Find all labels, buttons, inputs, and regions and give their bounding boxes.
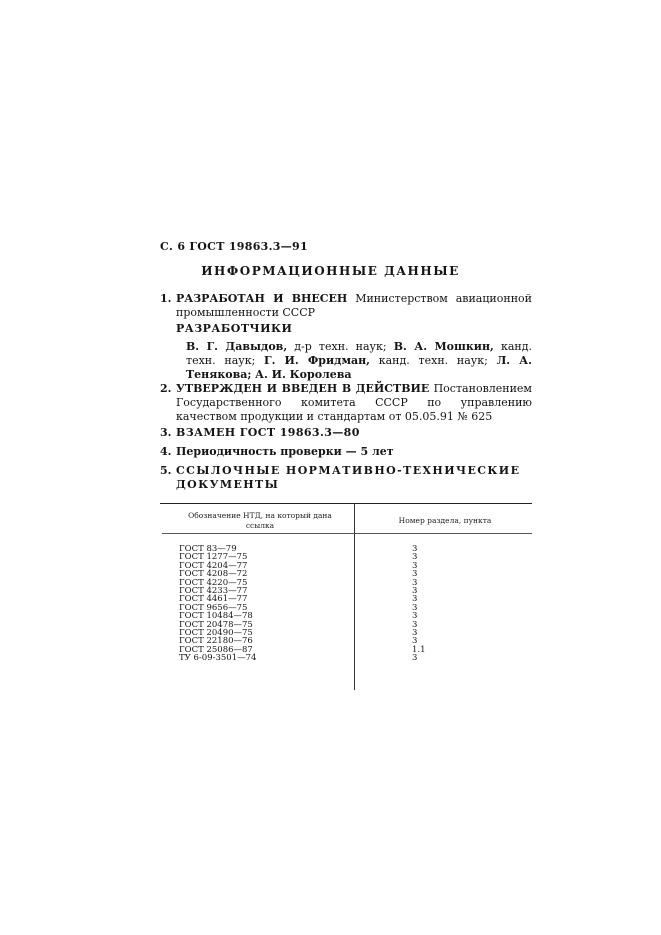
section-1-text: Министерством авиационной промышленности СССР — [176, 292, 533, 319]
section-2-number: 2. — [160, 382, 172, 395]
section-2-lead: УТВЕРЖДЕН И ВВЕДЕН В ДЕЙСТВИЕ — [176, 382, 430, 395]
section-5-number: 5. — [160, 464, 172, 477]
table-cell-ref: 3 — [412, 653, 418, 664]
developers-heading: РАЗРАБОТЧИКИ — [176, 322, 293, 335]
table-cell-ref: 3 — [412, 627, 418, 638]
table-cell-doc: ГОСТ 20490—75 — [179, 627, 253, 638]
table-header-col2: Номер раздела, пункта — [398, 516, 492, 525]
section-1 — [176, 292, 532, 320]
table-cell-ref: 3 — [412, 560, 418, 571]
developer-name: В. А. Мошкин, — [393, 340, 494, 353]
section-5-text: ССЫЛОЧНЫЕ НОРМАТИВНО-ТЕХНИЧЕСКИЕ ДОКУМЕНТЫ — [176, 464, 521, 491]
section-2-text: Постановлением Государственного комитета СССР по управлению качеством продукции и стандартам от 05.05.91 № 625 — [176, 382, 532, 423]
table-cell-doc: ГОСТ 4233—77 — [179, 585, 248, 596]
table-doc-column — [179, 545, 256, 662]
developer-degree: д-р техн. наук; — [294, 340, 387, 353]
developer-name: Л. А. Тенякова; — [186, 354, 532, 381]
document-title: ИНФОРМАЦИОННЫЕ ДАННЫЕ — [201, 264, 460, 278]
table-cell-doc: ГОСТ 4461—77 — [179, 594, 248, 605]
developer-degree: канд. техн. наук; — [186, 340, 532, 367]
table-cell-doc: ГОСТ 9656—75 — [179, 602, 248, 613]
section-1-number: 1. — [160, 292, 172, 305]
table-cell-doc: ГОСТ 22180—76 — [179, 636, 253, 647]
developer-name: В. Г. Давыдов, — [186, 340, 288, 353]
table-cell-doc: ГОСТ 4220—75 — [179, 577, 248, 588]
table-cell-ref: 3 — [412, 569, 418, 580]
section-2 — [176, 382, 532, 424]
table-cell-ref: 3 — [412, 544, 418, 554]
table-cell-ref: 3 — [412, 594, 418, 605]
developer-name: А. И. Королева — [254, 368, 352, 381]
table-cell-doc: ТУ 6-09-3501—74 — [179, 653, 257, 664]
table-cell-doc: ГОСТ 20478—75 — [179, 619, 253, 630]
table-header-col1: Обозначение НТД, на который дана ссылка — [188, 511, 332, 530]
table-cell-ref: 3 — [412, 577, 418, 588]
table-cell-ref: 3 — [412, 636, 418, 647]
developer-name: Г. И. Фридман, — [264, 354, 371, 367]
table-top-rule — [160, 503, 532, 504]
section-3-text: ВЗАМЕН ГОСТ 19863.3—80 — [176, 426, 360, 439]
section-4-text: Периодичность проверки — 5 лет — [176, 445, 394, 458]
table-column-divider — [354, 504, 355, 690]
developers-list — [186, 340, 532, 382]
table-cell-doc: ГОСТ 1277—75 — [179, 552, 248, 563]
page-header: С. 6 ГОСТ 19863.3—91 — [160, 240, 308, 253]
table-cell-ref: 3 — [412, 602, 418, 613]
table-cell-ref: 1.1 — [412, 644, 426, 655]
table-cell-doc: ГОСТ 83—79 — [179, 544, 237, 554]
section-4-number: 4. — [160, 445, 172, 458]
table-header-rule — [162, 533, 532, 534]
table-cell-ref: 3 — [412, 611, 418, 622]
table-ref-column — [412, 545, 426, 662]
table-cell-doc: ГОСТ 25086—87 — [179, 644, 253, 655]
developer-degree: канд. техн. наук; — [378, 354, 488, 367]
table-cell-doc: ГОСТ 4208—72 — [179, 569, 248, 580]
table-cell-doc: ГОСТ 4204—77 — [179, 560, 248, 571]
table-cell-ref: 3 — [412, 585, 418, 596]
section-1-lead: РАЗРАБОТАН И ВНЕСЕН — [176, 292, 348, 305]
table-cell-ref: 3 — [412, 619, 418, 630]
table-cell-ref: 3 — [412, 552, 418, 563]
section-3-number: 3. — [160, 426, 172, 439]
table-cell-doc: ГОСТ 10484—78 — [179, 611, 253, 622]
